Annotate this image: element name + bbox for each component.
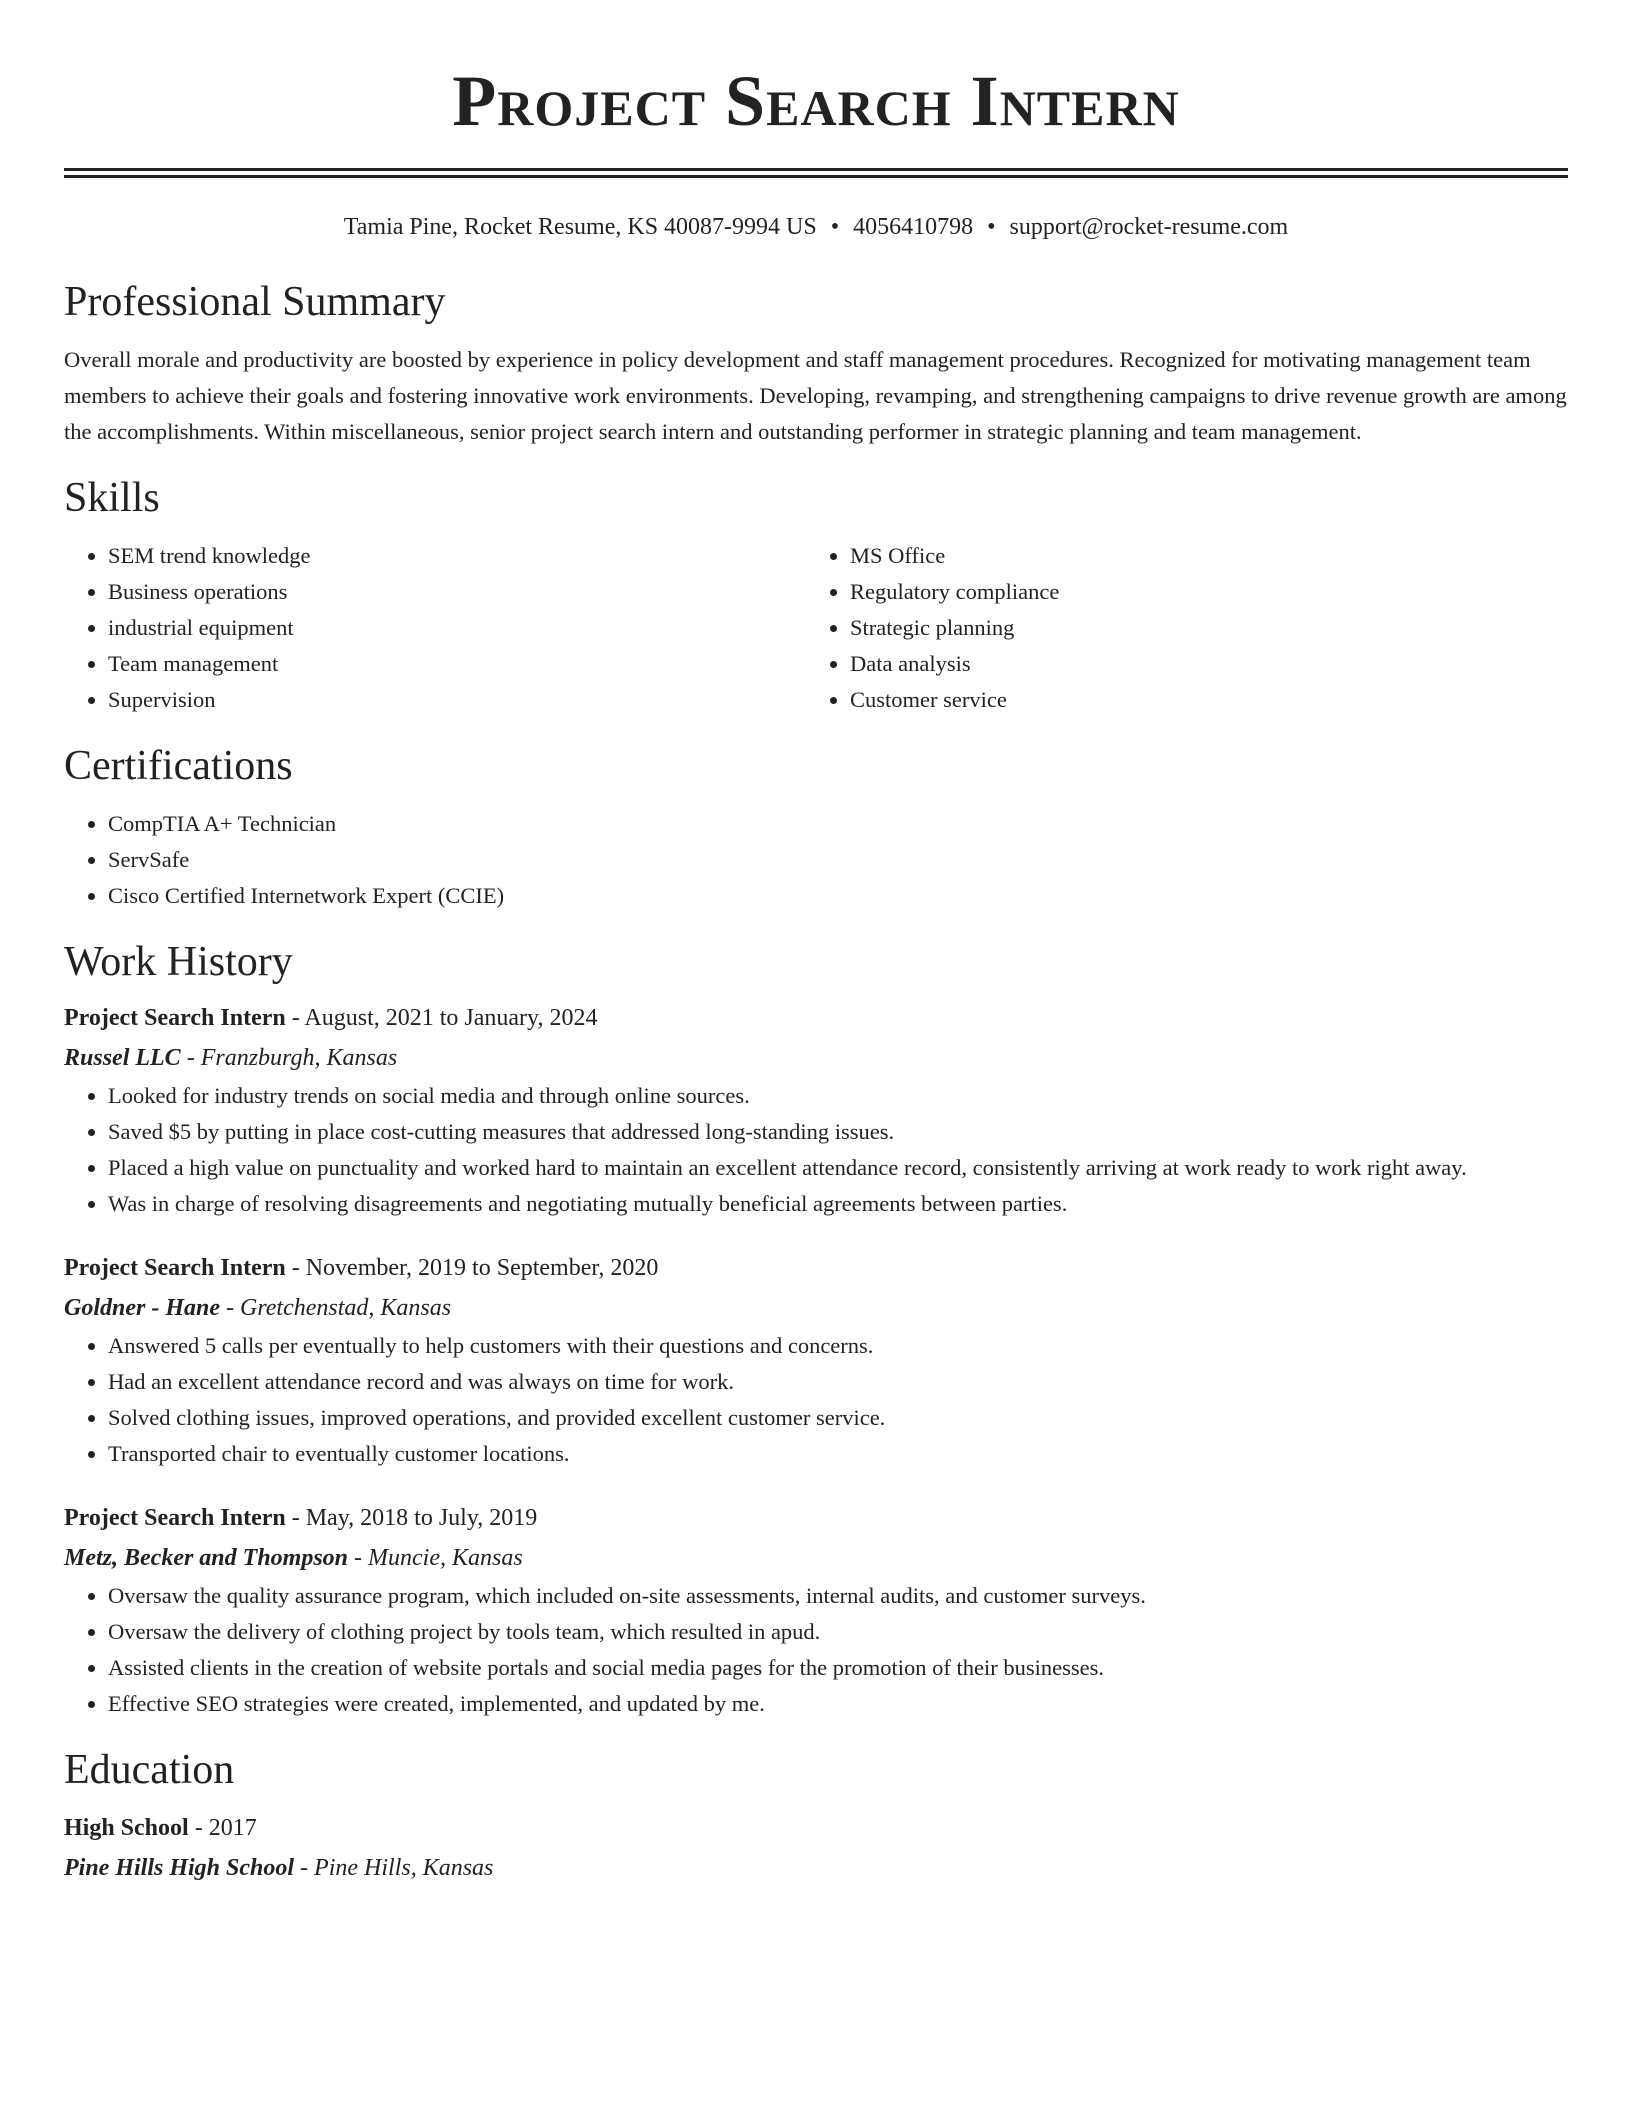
job-title: Project Search Intern [64, 1005, 286, 1031]
section-heading-education: Education [64, 1747, 235, 1793]
section-heading-summary: Professional Summary [64, 279, 446, 325]
skills-grid [64, 538, 1568, 718]
job-location: Franzburgh, Kansas [200, 1045, 398, 1071]
job-entry [64, 998, 1568, 1222]
job-bullet: • Was in charge of resolving disagreements and negotiating mutually beneficial agreements between parties. [108, 1186, 1568, 1222]
job-bullets [64, 1578, 1568, 1722]
job-bullet: • Transported chair to eventually customer locations. [108, 1436, 1568, 1472]
skill-item: • Supervision [108, 682, 806, 718]
skill-item: • Team management [108, 646, 806, 682]
job-location: Gretchenstad, Kansas [240, 1295, 452, 1321]
job-bullet: • Assisted clients in the creation of website portals and social media pages for the promotion of their businesses. [108, 1650, 1568, 1686]
education-entry [64, 1808, 1568, 1888]
skill-item: • Strategic planning [850, 610, 1548, 646]
education-dash: - [294, 1855, 315, 1881]
education-location: Pine Hills, Kansas [314, 1855, 494, 1881]
contact-address: Tamia Pine, Rocket Resume, KS 40087-9994 US [343, 214, 817, 240]
job-bullet: • Placed a high value on punctuality and worked hard to maintain an excellent attendance record, consistently arriving at work ready to work right away. [108, 1150, 1568, 1186]
skill-item: • MS Office [850, 538, 1548, 574]
job-title: Project Search Intern [64, 1505, 286, 1531]
job-title: Project Search Intern [64, 1255, 286, 1281]
job-company: Russel LLC [64, 1045, 181, 1071]
skill-item: • Customer service [850, 682, 1548, 718]
job-bullet: • Saved $5 by putting in place cost-cutting measures that addressed long-standing issues. [108, 1114, 1568, 1150]
job-dates: November, 2019 to September, 2020 [305, 1255, 659, 1281]
job-header [64, 1498, 1568, 1538]
job-dates: August, 2021 to January, 2024 [304, 1005, 598, 1031]
job-bullet: • Effective SEO strategies were created, implemented, and updated by me. [108, 1686, 1568, 1722]
job-dash: - [348, 1545, 369, 1571]
skill-item: • Regulatory compliance [850, 574, 1548, 610]
summary-text: Overall morale and productivity are boosted by experience in policy development and staff management procedures. Recognized for motivating management team members to achieve their goals and fostering innovative work environments. Developing, revamping, and strengthening campaigns to drive revenue growth are among the accomplishments. Within miscellaneous, senior project search intern and outstanding performer in strategic planning and team management. [64, 347, 1567, 444]
job-bullet: • Looked for industry trends on social media and through online sources. [108, 1078, 1568, 1114]
contact-separator: • [987, 214, 996, 240]
job-bullet: • Oversaw the quality assurance program, which included on-site assessments, internal audits, and customer surveys. [108, 1578, 1568, 1614]
job-bullet: • Solved clothing issues, improved operations, and provided excellent customer service. [108, 1400, 1568, 1436]
education-dash: - [188, 1815, 209, 1841]
job-bullet: • Had an excellent attendance record and was always on time for work. [108, 1364, 1568, 1400]
section-heading-skills: Skills [64, 475, 160, 521]
job-bullet: • Answered 5 calls per eventually to help customers with their questions and concerns. [108, 1328, 1568, 1364]
job-entry [64, 1248, 1568, 1472]
job-employer [64, 1038, 1568, 1078]
section-heading-certifications: Certifications [64, 743, 293, 789]
skill-item: • Data analysis [850, 646, 1548, 682]
certification-item: • Cisco Certified Internetwork Expert (CCIE) [108, 878, 1568, 914]
job-dash: - [285, 1505, 306, 1531]
title-double-rule [64, 168, 1568, 178]
job-dash: - [285, 1255, 306, 1281]
contact-phone: 4056410798 [853, 214, 974, 240]
contact-email: support@rocket-resume.com [1009, 214, 1289, 240]
job-location: Muncie, Kansas [368, 1545, 523, 1571]
skills-list-right [806, 538, 1548, 718]
education-degree: High School [64, 1815, 189, 1841]
contact-line [64, 212, 1568, 242]
certification-item: • ServSafe [108, 842, 1568, 878]
skill-item: • Business operations [108, 574, 806, 610]
job-company: Metz, Becker and Thompson [64, 1545, 349, 1571]
job-dash: - [180, 1045, 201, 1071]
section-heading-work-history: Work History [64, 939, 293, 985]
job-bullets [64, 1328, 1568, 1472]
job-entry [64, 1498, 1568, 1722]
education-year: 2017 [208, 1815, 257, 1841]
job-employer [64, 1538, 1568, 1578]
skills-column-right [806, 538, 1548, 718]
certifications-list [64, 806, 1568, 914]
job-dates: May, 2018 to July, 2019 [305, 1505, 538, 1531]
contact-separator: • [830, 214, 840, 240]
job-dash: - [285, 1005, 305, 1031]
skills-column-left [64, 538, 806, 718]
education-header [64, 1808, 1568, 1848]
job-bullet: • Oversaw the delivery of clothing project by tools team, which resulted in apud. [108, 1614, 1568, 1650]
job-header [64, 1248, 1568, 1288]
skills-list-left [64, 538, 806, 718]
certification-item: • CompTIA A+ Technician [108, 806, 1568, 842]
skill-item: • industrial equipment [108, 610, 806, 646]
skill-item: • SEM trend knowledge [108, 538, 806, 574]
education-school-line [64, 1848, 1568, 1888]
job-dash: - [220, 1295, 240, 1321]
resume-title: Project Search Intern [452, 61, 1180, 141]
job-header [64, 998, 1568, 1038]
job-company: Goldner - Hane [64, 1295, 220, 1321]
job-bullets [64, 1078, 1568, 1222]
education-school: Pine Hills High School [64, 1855, 295, 1881]
job-employer [64, 1288, 1568, 1328]
